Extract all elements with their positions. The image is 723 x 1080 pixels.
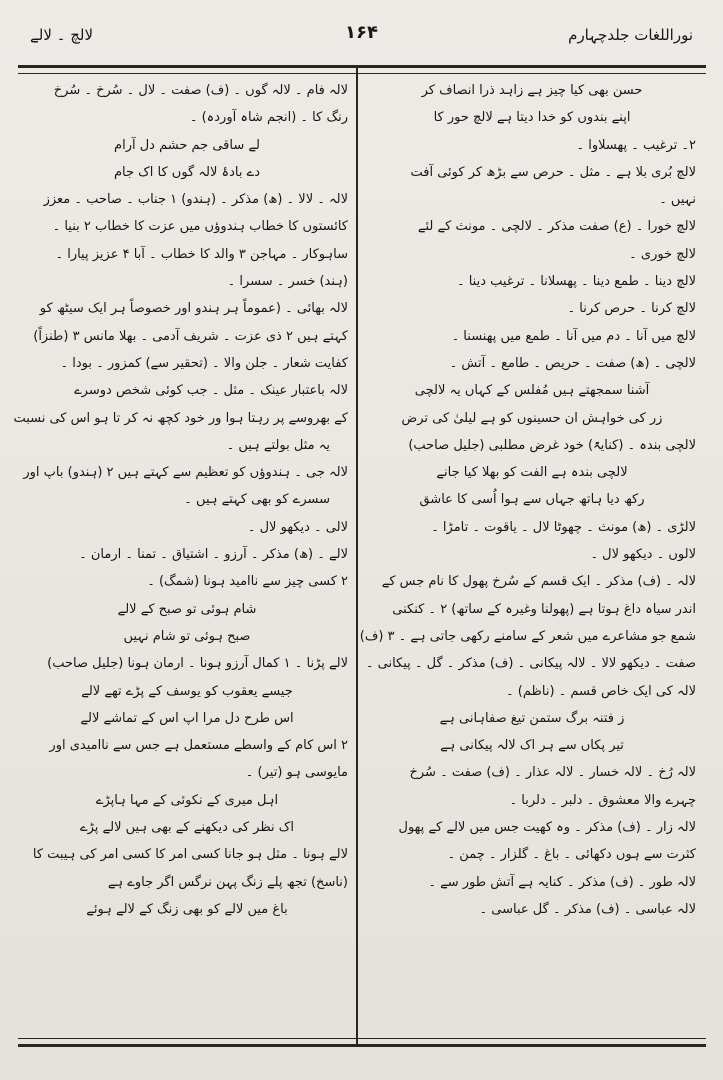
entry-line: لالہ بھائی ۔ (عموماً ہر ہندو اور خصوصاً ہر ایک سیٹھ کو	[39, 301, 348, 317]
page-header	[30, 10, 693, 60]
entry-line: مایوسی ہو (تیر) ۔	[245, 765, 348, 781]
entry-line: لالہ زار ۔ (ف) مذکر ۔ وہ کھیت جس میں لالے کے پھول	[398, 820, 696, 836]
verse-line: لالچی بندہ ہے الفت کو بھلا کیا جانے	[436, 465, 628, 481]
verse-line: باغ میں لالے کو بھی زنگ کے لالے ہوئے	[86, 901, 288, 917]
entry-line: لالچی بندہ ۔ (کنایۃً) خود غرض مطلبی (جلیل صاحب)	[408, 437, 696, 453]
entry-line: لالچ کرنا ۔ حرص کرنا ۔	[567, 301, 696, 317]
verse-line: اہل میری کے نکوئی کے مہا ہاپڑے	[95, 792, 279, 808]
entry-line: لالہ فام ۔ لالہ گوں ۔ (ف) صفت ۔ لال ۔ سُرخ ۔ سُرخ	[53, 83, 348, 98]
entry-line: لالے ہونا ۔ مثل ہو جانا کسی امر کا کسی امر کی ہیبت کا	[32, 847, 348, 863]
text-frame	[13, 65, 706, 1047]
entry-line: لالچ خوری ۔	[629, 246, 696, 262]
entry-line: لالہ کی ایک خاص قسم ۔ (ناظم) ۔	[506, 683, 696, 699]
entry-line: لالچ دینا ۔ طمع دینا ۔ پھسلانا ۔ ترغیب دینا ۔	[456, 274, 696, 290]
verse-line: رکھ دیا ہاتھ جہاں سے ہوا اُسی کا عاشق	[419, 492, 645, 508]
entry-line: لالچی ۔ (ھ) صفت ۔ حریص ۔ طامع ۔ آتش ۔	[449, 355, 696, 371]
entry-line: لالڑی ۔ (ھ) مونث ۔ چھوٹا لال ۔ یاقوت ۔ تامڑا ۔	[431, 519, 696, 535]
entry-line: کثرت سے ہوں دکھائی ۔ باغ ۔ گلزار ۔ چمن ۔	[447, 847, 696, 863]
entry-line: لالے ۔ (ھ) مذکر ۔ آرزو ۔ اشتیاق ۔ تمنا ۔ ارمان ۔	[79, 547, 348, 563]
entry-line: ساہوکار ۔ مہاجن ۳ والد کا خطاب ۔ آبا ۴ عزیز پیارا ۔	[55, 246, 348, 262]
top-rule	[18, 73, 706, 74]
column-divider	[356, 68, 358, 1044]
entry-line: (ناسخ) تجھ پلے زنگ پہن نرگس اگر جاوے ہے	[107, 874, 348, 890]
entry-line: ۲ اس کام کے واسطے مستعمل ہے جس سے ناامیدی اور	[49, 738, 348, 754]
entry-line: لالچ میں آنا ۔ دم میں آنا ۔ طمع میں پھنسنا ۔	[451, 328, 696, 344]
verse-line: شام ہوئی تو صبح کے لالے	[117, 601, 257, 617]
entry-line: ۲ کسی چیز سے ناامید ہونا (شمگ) ۔	[147, 574, 348, 590]
entry-line: لالوں ۔ دیکھو لال ۔	[590, 547, 696, 563]
entry-line: لالہ جی ۔ ہندوؤں کو تعظیم سے کہتے ہیں ۲ (ہندو) باپ اور	[23, 465, 348, 481]
verse-line: صبح ہوئی تو شام نہیں	[123, 628, 251, 644]
verse-line: اس طرح دل مرا اپ اس کے تماشے لالے	[80, 710, 294, 726]
verse-line: دے بادۂ لالہ گوں کا اک جام	[113, 164, 261, 180]
verse-line: آشنا سمجھتے ہیں مُفلس کے کہاں یہ لالچی	[414, 383, 650, 399]
entry-line: لالچ خورا ۔ (ع) صفت مذکر ۔ لالچی ۔ مونث کے لئے	[417, 219, 696, 235]
entry-line: لالچ بُری بلا ہے ۔ مثل ۔ حرص سے بڑھ کر کوئی آفت	[410, 164, 696, 180]
verse-line: اک نظر کی دیکھنے کے بھی ہیں لالے پڑے	[80, 820, 294, 836]
bottom-rule	[18, 1038, 706, 1039]
right-column	[359, 80, 696, 1030]
entry-line: لالی ۔ دیکھو لال ۔	[247, 519, 348, 535]
page-number: ۱۶۴	[345, 22, 378, 43]
entry-line: یہ مثل بولتے ہیں ۔	[226, 437, 330, 453]
entry-line: لالہ رُخ ۔ لالہ خسار ۔ لالہ عذار ۔ (ف) صفت ۔ سُرخ	[409, 765, 696, 781]
entry-line: صفت ۔ دیکھو لالا ۔ لالہ پیکانی ۔ (ف) مذکر ۔ گل ۔ پیکانی ۔	[365, 656, 696, 672]
entry-line: لالہ ۔ (ف) مذکر ۔ ایک قسم کے سُرخ پھول کا نام جس کے	[381, 574, 696, 590]
entry-line: لالہ ۔ لالا ۔ (ھ) مذکر ۔ (ہندو) ۱ جناب ۔ صاحب ۔ معزز	[43, 192, 348, 208]
entry-line: رنگ کا ۔ (انجم شاہ آوردہ) ۔	[189, 110, 348, 126]
entry-line: لالہ باعتبار عینک ۔ مثل ۔ جب کوئی شخص دوسرے	[74, 383, 348, 399]
entry-line: شمع جو مشاعرے میں شعر کے سامنے رکھی جاتی ہے ۔ ۳ (ف)	[359, 628, 696, 644]
entry-line: چہرے والا معشوق ۔ دلبر ۔ دلربا ۔	[509, 792, 696, 808]
entry-line: کہتے ہیں ۲ ذی عزت ۔ شریف آدمی ۔ بھلا مانس ۳ (طنزاً)	[33, 328, 348, 344]
entry-line: لالے پڑنا ۔ ۱ کمال آرزو ہونا ۔ ارمان ہونا (جلیل صاحب)	[47, 656, 348, 672]
left-column	[13, 80, 348, 1030]
entry-line: لالہ طور ۔ (ف) مذکر ۔ کنایہ ہے آتش طور سے ۔	[428, 874, 696, 890]
entry-line: لالہ عباسی ۔ (ف) مذکر ۔ گل عباسی ۔	[479, 901, 696, 917]
verse-line: اپنے بندوں کو خدا دیتا ہے لالچ حور کا	[433, 110, 631, 126]
entry-line: ۲۔ ترغیب ۔ پھسلاوا ۔	[576, 137, 696, 153]
entry-line: سسرے کو بھی کہتے ہیں ۔	[184, 492, 330, 508]
header-title: نوراللغات جلدچہارم	[568, 26, 693, 44]
verse-line: حسن بھی کیا چیز ہے زاہد ذرا انصاف کر	[421, 83, 643, 98]
verse-line: جیسے یعقوب کو یوسف کے پڑے تھے لالے	[81, 683, 293, 699]
verse-line: ز فتنہ برگ ستمن تیغ صفاہانی ہے	[439, 710, 625, 726]
entry-line: کائستوں کا خطاب ہندوؤں میں عزت کا خطاب ۲ بنیا ۔	[52, 219, 348, 235]
entry-line: نہیں ۔	[659, 192, 696, 208]
entry-line: (ہند) خسر ۔ سسرا ۔	[227, 274, 348, 290]
verse-line: زر کی خواہش ان حسینوں کو ہے لیلیٰ کی ترض	[401, 410, 663, 426]
entry-line: کفایت شعار ۔ جلن والا ۔ (تحقیر سے) کمزور ۔ بودا ۔	[60, 355, 348, 371]
entry-line: اندر سیاہ داغ ہوتا ہے (پھولنا وغیرہ کے ساتھ) ۲ ۔ کنکنی	[392, 601, 696, 617]
header-entry-range: لالچ ۔ لالے	[30, 26, 94, 44]
entry-line: کے بھروسے پر رہتا ہوا ور خود کچھ نہ کر تا ہو اس کی نسبت	[13, 410, 348, 426]
verse-line: تیر پکاں سے ہر اک لالہ پیکانی ہے	[440, 738, 624, 754]
verse-line: لے ساقی جم حشم دل آرام	[114, 137, 260, 153]
